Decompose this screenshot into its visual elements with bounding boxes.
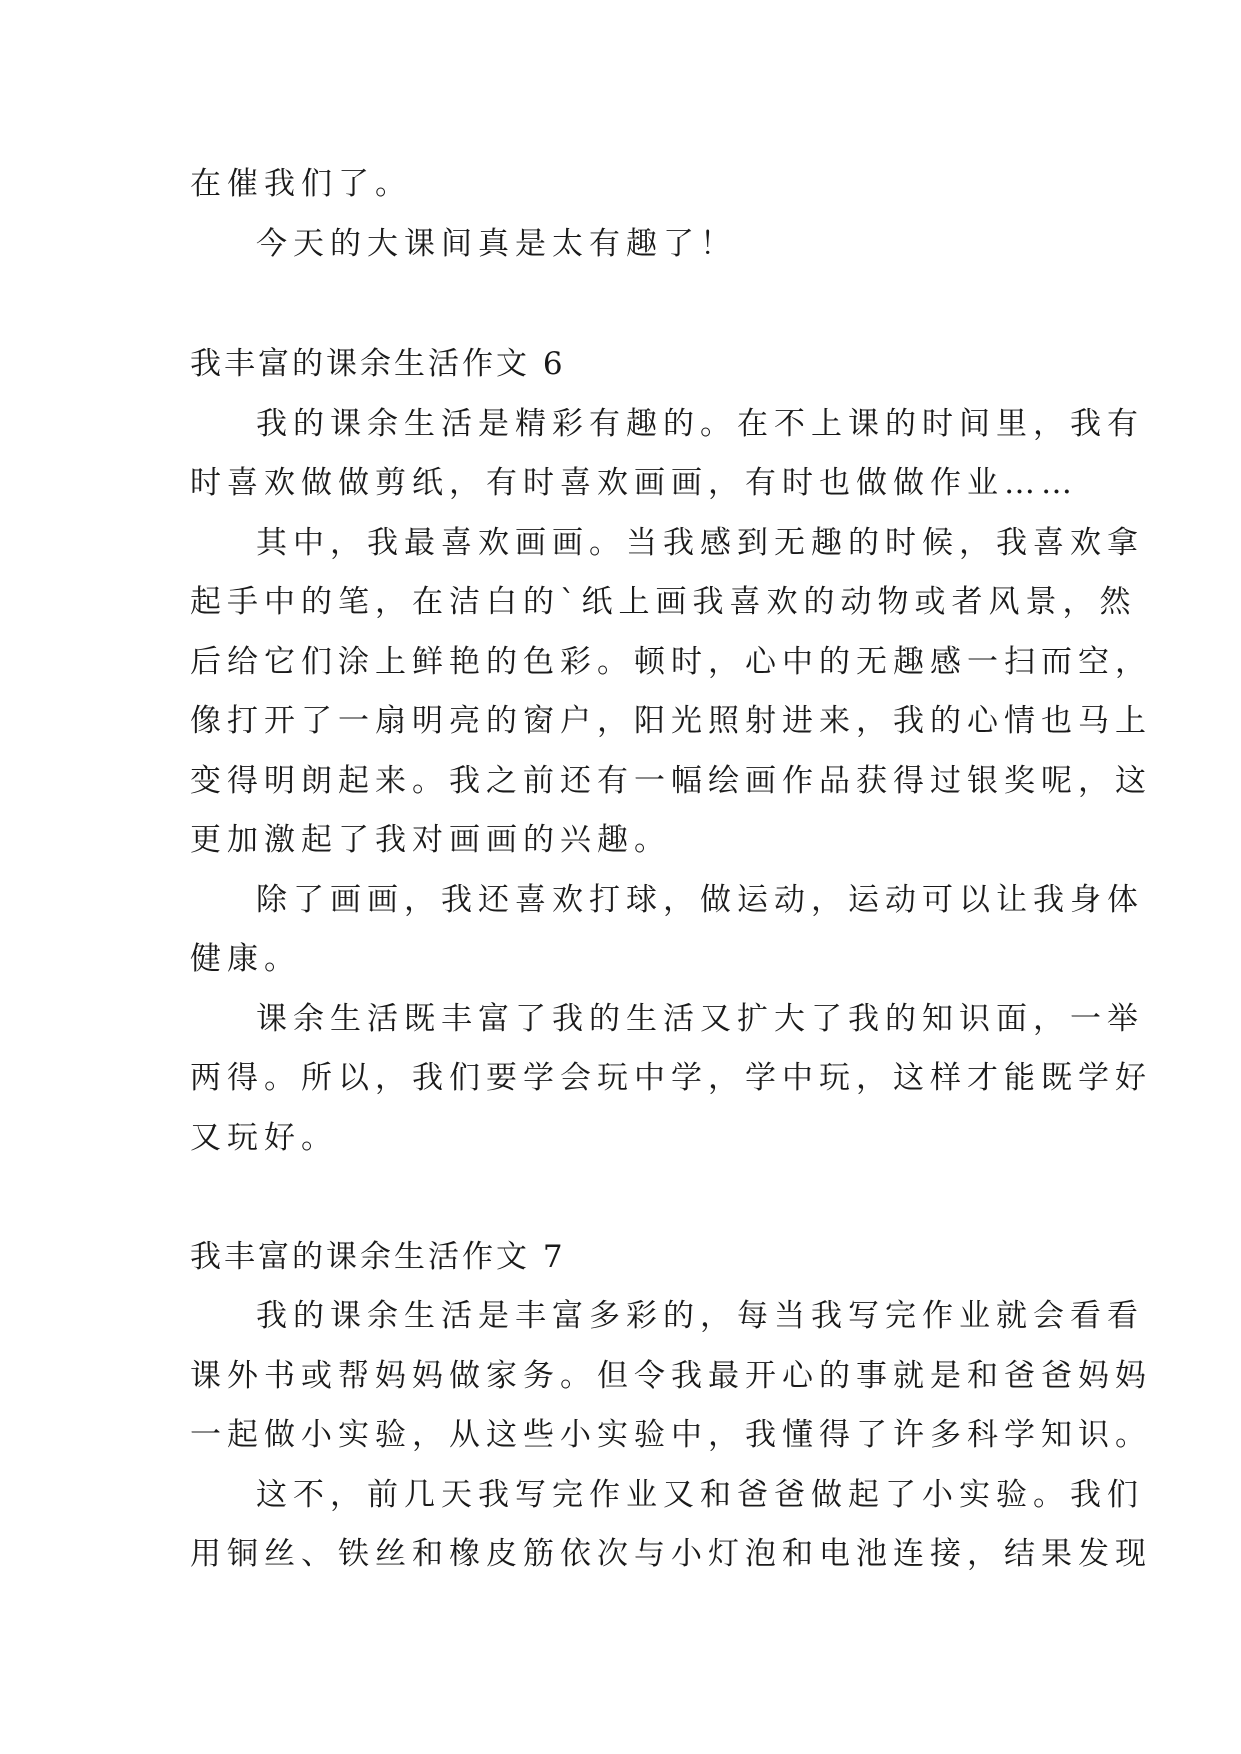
paragraph-line: 用铜丝、铁丝和橡皮筋依次与小灯泡和电池连接，结果发现 xyxy=(190,1536,1152,1572)
section-heading-7: 我丰富的课余生活作文 7 xyxy=(190,1239,566,1275)
paragraph-line: 更加激起了我对画画的兴趣。 xyxy=(190,822,671,858)
paragraph-line: 我的课余生活是精彩有趣的。在不上课的时间里，我有 xyxy=(256,406,1144,442)
section-heading-6: 我丰富的课余生活作文 6 xyxy=(190,346,566,382)
paragraph-line: 一起做小实验，从这些小实验中，我懂得了许多科学知识。 xyxy=(190,1417,1152,1453)
paragraph-line: 这不，前几天我写完作业又和爸爸做起了小实验。我们 xyxy=(256,1477,1144,1513)
paragraph-line: 像打开了一扇明亮的窗户，阳光照射进来，我的心情也马上 xyxy=(190,703,1152,739)
paragraph-line: 又玩好。 xyxy=(190,1120,338,1156)
paragraph-line: 两得。所以，我们要学会玩中学，学中玩，这样才能既学好 xyxy=(190,1060,1152,1096)
paragraph-line: 课外书或帮妈妈做家务。但令我最开心的事就是和爸爸妈妈 xyxy=(190,1358,1152,1394)
paragraph-line: 健康。 xyxy=(190,941,301,977)
paragraph-line: 我的课余生活是丰富多彩的，每当我写完作业就会看看 xyxy=(256,1298,1144,1334)
paragraph-line: 除了画画，我还喜欢打球，做运动，运动可以让我身体 xyxy=(256,882,1144,918)
paragraph-line: 其中，我最喜欢画画。当我感到无趣的时候，我喜欢拿 xyxy=(256,525,1144,561)
paragraph-line: 起手中的笔，在洁白的`纸上画我喜欢的动物或者风景，然 xyxy=(190,584,1137,620)
paragraph-line: 今天的大课间真是太有趣了！ xyxy=(256,226,737,262)
paragraph-line: 变得明朗起来。我之前还有一幅绘画作品获得过银奖呢，这 xyxy=(190,763,1152,799)
paragraph-line: 在催我们了。 xyxy=(190,166,412,202)
paragraph-line: 时喜欢做做剪纸，有时喜欢画画，有时也做做作业…… xyxy=(190,465,1078,501)
paragraph-line: 课余生活既丰富了我的生活又扩大了我的知识面，一举 xyxy=(256,1001,1144,1037)
paragraph-line: 后给它们涂上鲜艳的色彩。顿时，心中的无趣感一扫而空， xyxy=(190,644,1152,680)
